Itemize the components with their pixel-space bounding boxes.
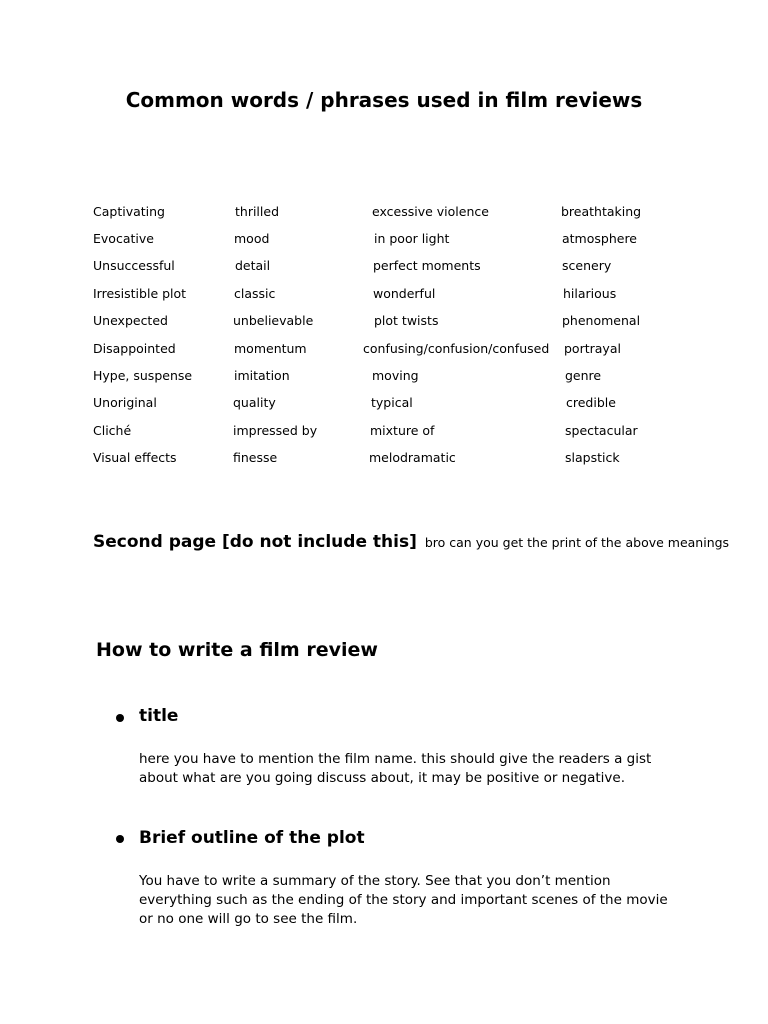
review-word: Cliché: [93, 423, 132, 438]
bullet-text-title: here you have to mention the film name. this should give the readers a gist about what are you going discuss about, it may be positive or negative.: [139, 751, 652, 786]
review-word: in poor light: [374, 231, 450, 246]
review-word: Unoriginal: [93, 395, 157, 410]
bullet-icon: [116, 835, 124, 843]
review-word: excessive violence: [372, 204, 489, 219]
second-page-note: [93, 532, 729, 552]
review-word: typical: [371, 395, 413, 410]
review-word: Unexpected: [93, 313, 168, 328]
review-word: spectacular: [565, 423, 638, 438]
review-word: Evocative: [93, 231, 154, 246]
review-word: Captivating: [93, 204, 165, 219]
review-word: quality: [233, 395, 276, 410]
review-word: perfect moments: [373, 258, 481, 273]
review-word: phenomenal: [562, 313, 641, 328]
review-word: mood: [234, 231, 270, 246]
review-word: scenery: [562, 258, 612, 273]
review-word: breathtaking: [561, 204, 642, 219]
review-word: plot twists: [374, 313, 439, 328]
review-word: Disappointed: [93, 341, 176, 356]
review-word: unbelievable: [233, 313, 314, 328]
bullet-text-plot: You have to write a summary of the story. See that you don’t mention everything such as the ending of the story and important scenes of the movie or no one will go to see the film.: [139, 873, 668, 927]
review-word: wonderful: [373, 286, 436, 301]
review-word: impressed by: [233, 423, 318, 438]
bullet-heading-title: title: [139, 706, 179, 726]
review-word: moving: [372, 368, 419, 383]
review-word: portrayal: [564, 341, 621, 356]
review-word: Visual effects: [93, 450, 177, 465]
bullet-icon: [116, 714, 124, 722]
review-word: atmosphere: [562, 231, 637, 246]
review-word: hilarious: [563, 286, 617, 301]
review-word: confusing/confusion/confused: [363, 341, 550, 356]
review-word: imitation: [234, 368, 290, 383]
review-word: genre: [565, 368, 602, 383]
page-title: Common words / phrases used in film reviews: [125, 88, 643, 112]
review-word: detail: [235, 258, 271, 273]
review-word: Unsuccessful: [93, 258, 175, 273]
review-word: melodramatic: [369, 450, 456, 465]
section-heading: How to write a film review: [96, 639, 378, 661]
review-word: slapstick: [565, 450, 620, 465]
review-word: mixture of: [370, 423, 435, 438]
bullet-heading-plot: Brief outline of the plot: [139, 828, 365, 848]
second-page-label: Second page [do not include this]: [93, 532, 417, 552]
review-word: Irresistible plot: [93, 286, 187, 301]
review-word: thrilled: [235, 204, 280, 219]
second-page-remark: bro can you get the print of the above meanings: [424, 535, 730, 550]
review-word: momentum: [234, 341, 307, 356]
review-word: classic: [234, 286, 276, 301]
review-word: Hype, suspense: [93, 368, 193, 383]
review-word: finesse: [233, 450, 278, 465]
review-word: credible: [566, 395, 616, 410]
